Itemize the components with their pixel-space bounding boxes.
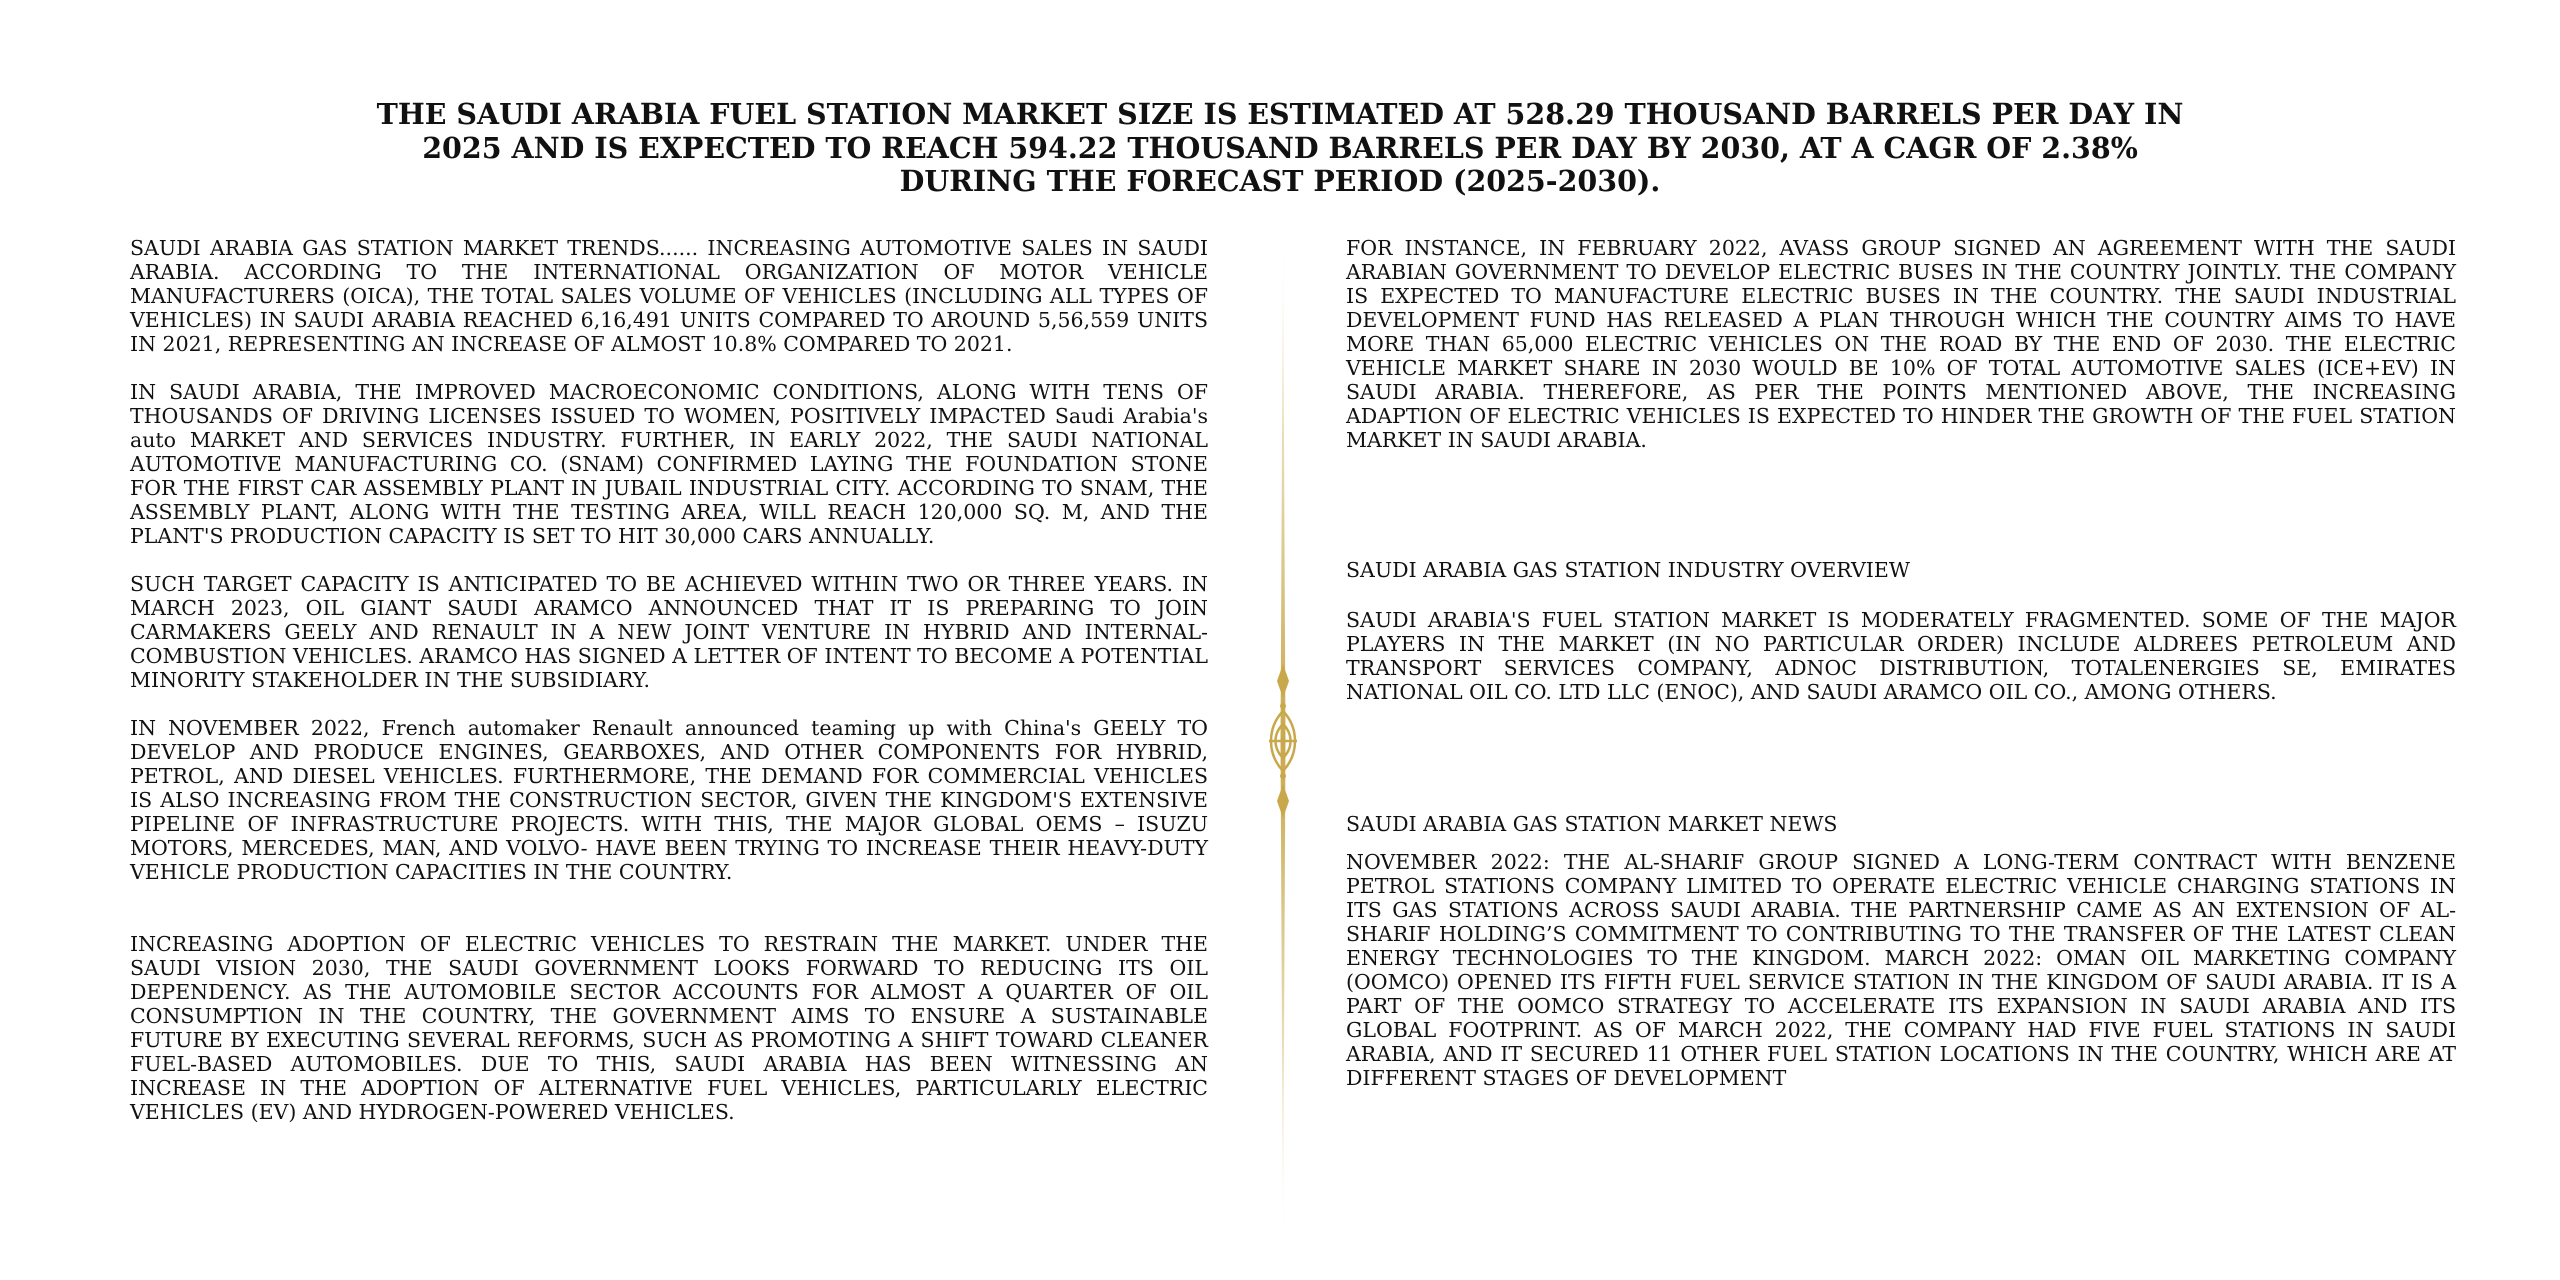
paragraph-renault-geely: IN NOVEMBER 2022, French automaker Renault announced teaming up with China's GEELY TO DEVELOP AND PRODUCE ENGINES, GEARBOXES, AND OTHER COMPONENTS FOR HYBRID, PETROL, AND DIESEL VEHICLES. FURTHERMORE, THE DEMAND FOR COMMERCIAL VEHICLES IS ALSO INCREASING FROM THE CONSTRUCTION SECTOR, GIVEN THE KINGDOM'S EXTENSIVE PIPELINE OF INFRASTRUCTURE PROJECTS. WITH THIS, THE MAJOR GLOBAL OEMS – ISUZU MOTORS, MERCEDES, MAN, AND VOLVO- HAVE BEEN TRYING TO INCREASE THEIR HEAVY-DUTY VEHICLE PRODUCTION CAPACITIES IN THE COUNTRY. <box>130 716 1208 884</box>
ornamental-divider-icon <box>1263 236 1303 1246</box>
paragraph-industry-overview: SAUDI ARABIA'S FUEL STATION MARKET IS MODERATELY FRAGMENTED. SOME OF THE MAJOR PLAYERS IN THE MARKET (IN NO PARTICULAR ORDER) INCLUDE ALDREES PETROLEUM AND TRANSPORT SERVICES COMPANY, ADNOC DISTRIBUTION, TOTALENERGIES SE, EMIRATES NATIONAL OIL CO. LTD LLC (ENOC), AND SAUDI ARAMCO OIL CO., AMONG OTHERS. <box>1346 608 2456 704</box>
left-column <box>130 236 1208 1124</box>
page-title: THE SAUDI ARABIA FUEL STATION MARKET SIZE IS ESTIMATED AT 528.29 THOUSAND BARRELS PER DAY IN 2025 AND IS EXPECTED TO REACH 594.22 THOUSAND BARRELS PER DAY BY 2030, AT A CAGR OF 2.38% DURING THE FORECAST PERIOD (2025-2030). <box>376 97 2184 198</box>
paragraph-macroeconomic: IN SAUDI ARABIA, THE IMPROVED MACROECONOMIC CONDITIONS, ALONG WITH TENS OF THOUSANDS OF DRIVING LICENSES ISSUED TO WOMEN, POSITIVELY IMPACTED Saudi Arabia's auto MARKET AND SERVICES INDUSTRY. FURTHER, IN EARLY 2022, THE SAUDI NATIONAL AUTOMOTIVE MANUFACTURING CO. (SNAM) CONFIRMED LAYING THE FOUNDATION STONE FOR THE FIRST CAR ASSEMBLY PLANT IN JUBAIL INDUSTRIAL CITY. ACCORDING TO SNAM, THE ASSEMBLY PLANT, ALONG WITH THE TESTING AREA, WILL REACH 120,000 SQ. M, AND THE PLANT'S PRODUCTION CAPACITY IS SET TO HIT 30,000 CARS ANNUALLY. <box>130 380 1208 548</box>
right-column <box>1346 236 2456 1090</box>
section-heading-market-news: SAUDI ARABIA GAS STATION MARKET NEWS <box>1346 812 1838 836</box>
paragraph-electric-vehicles: INCREASING ADOPTION OF ELECTRIC VEHICLES TO RESTRAIN THE MARKET. UNDER THE SAUDI VISION 2030, THE SAUDI GOVERNMENT LOOKS FORWARD TO REDUCING ITS OIL DEPENDENCY. AS THE AUTOMOBILE SECTOR ACCOUNTS FOR ALMOST A QUARTER OF OIL CONSUMPTION IN THE COUNTRY, THE GOVERNMENT AIMS TO ENSURE A SUSTAINABLE FUTURE BY EXECUTING SEVERAL REFORMS, SUCH AS PROMOTING A SHIFT TOWARD CLEANER FUEL-BASED AUTOMOBILES. DUE TO THIS, SAUDI ARABIA HAS BEEN WITNESSING AN INCREASE IN THE ADOPTION OF ALTERNATIVE FUEL VEHICLES, PARTICULARLY ELECTRIC VEHICLES (EV) AND HYDROGEN-POWERED VEHICLES. <box>130 932 1208 1124</box>
paragraph-aramco: SUCH TARGET CAPACITY IS ANTICIPATED TO BE ACHIEVED WITHIN TWO OR THREE YEARS. IN MARCH 2023, OIL GIANT SAUDI ARAMCO ANNOUNCED THAT IT IS PREPARING TO JOIN CARMAKERS GEELY AND RENAULT IN A NEW JOINT VENTURE IN HYBRID AND INTERNAL-COMBUSTION VEHICLES. ARAMCO HAS SIGNED A LETTER OF INTENT TO BECOME A POTENTIAL MINORITY STAKEHOLDER IN THE SUBSIDIARY. <box>130 572 1208 692</box>
paragraph-ev-buses: FOR INSTANCE, IN FEBRUARY 2022, AVASS GROUP SIGNED AN AGREEMENT WITH THE SAUDI ARABIAN GOVERNMENT TO DEVELOP ELECTRIC BUSES IN THE COUNTRY JOINTLY. THE COMPANY IS EXPECTED TO MANUFACTURE ELECTRIC BUSES IN THE COUNTRY. THE SAUDI INDUSTRIAL DEVELOPMENT FUND HAS RELEASED A PLAN THROUGH WHICH THE COUNTRY AIMS TO HAVE MORE THAN 65,000 ELECTRIC VEHICLES ON THE ROAD BY THE END OF 2030. THE ELECTRIC VEHICLE MARKET SHARE IN 2030 WOULD BE 10% OF TOTAL AUTOMOTIVE SALES (ICE+EV) IN SAUDI ARABIA. THEREFORE, AS PER THE POINTS MENTIONED ABOVE, THE INCREASING ADAPTION OF ELECTRIC VEHICLES IS EXPECTED TO HINDER THE GROWTH OF THE FUEL STATION MARKET IN SAUDI ARABIA. <box>1346 236 2456 452</box>
section-heading-industry-overview: SAUDI ARABIA GAS STATION INDUSTRY OVERVIEW <box>1346 558 1910 582</box>
paragraph-market-news: NOVEMBER 2022: THE AL-SHARIF GROUP SIGNED A LONG-TERM CONTRACT WITH BENZENE PETROL STATIONS COMPANY LIMITED TO OPERATE ELECTRIC VEHICLE CHARGING STATIONS IN ITS GAS STATIONS ACROSS SAUDI ARABIA. THE PARTNERSHIP CAME AS AN EXTENSION OF AL-SHARIF HOLDING’S COMMITMENT TO CONTRIBUTING TO THE TRANSFER OF THE LATEST CLEAN ENERGY TECHNOLOGIES TO THE KINGDOM. MARCH 2022: OMAN OIL MARKETING COMPANY (OOMCO) OPENED ITS FIFTH FUEL SERVICE STATION IN THE KINGDOM OF SAUDI ARABIA. IT IS A PART OF THE OOMCO STRATEGY TO ACCELERATE ITS EXPANSION IN SAUDI ARABIA AND ITS GLOBAL FOOTPRINT. AS OF MARCH 2022, THE COMPANY HAD FIVE FUEL STATIONS IN SAUDI ARABIA, AND IT SECURED 11 OTHER FUEL STATION LOCATIONS IN THE COUNTRY, WHICH ARE AT DIFFERENT STAGES OF DEVELOPMENT <box>1346 850 2456 1090</box>
paragraph-market-trends: SAUDI ARABIA GAS STATION MARKET TRENDS...... INCREASING AUTOMOTIVE SALES IN SAUDI ARABIA. ACCORDING TO THE INTERNATIONAL ORGANIZATION OF MOTOR VEHICLE MANUFACTURERS (OICA), THE TOTAL SALES VOLUME OF VEHICLES (INCLUDING ALL TYPES OF VEHICLES) IN SAUDI ARABIA REACHED 6,16,491 UNITS COMPARED TO AROUND 5,56,559 UNITS IN 2021, REPRESENTING AN INCREASE OF ALMOST 10.8% COMPARED TO 2021. <box>130 236 1208 356</box>
